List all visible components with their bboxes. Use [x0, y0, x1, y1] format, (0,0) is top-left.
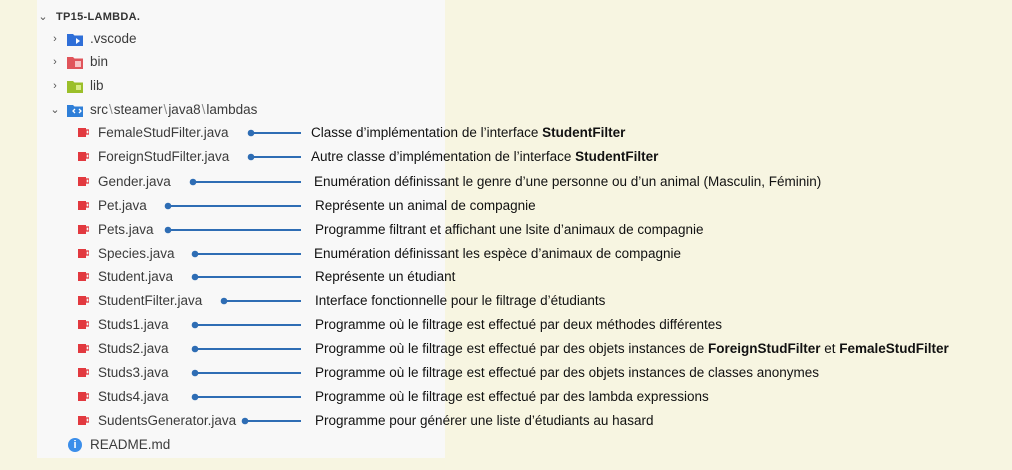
- file-label: Pet.java: [98, 198, 147, 213]
- file-label: Pets.java: [98, 222, 154, 237]
- annotation-text: [314, 173, 821, 191]
- annotation-plain: Programme pour générer une liste d’étudiants au hasard: [315, 413, 654, 428]
- file-label: Studs2.java: [98, 341, 169, 356]
- annotation-text: [315, 221, 703, 239]
- path-segment: steamer: [113, 102, 163, 117]
- file-label: Studs3.java: [98, 365, 169, 380]
- annotation-plain: Représente un étudiant: [315, 269, 456, 284]
- info-icon: i: [68, 438, 82, 452]
- annotation-bold: StudentFilter: [575, 149, 659, 164]
- annotation-bold: StudentFilter: [542, 125, 626, 140]
- annotation-plain: Programme où le filtrage est effectué par des lambda expressions: [315, 389, 709, 404]
- file-label: ForeignStudFilter.java: [98, 149, 230, 164]
- path-segment: src: [90, 102, 108, 117]
- file-label: Student.java: [98, 269, 174, 284]
- annotation-plain: Enumération définissant les espèce d’animaux de compagnie: [314, 246, 681, 261]
- annotation-plain: Programme filtrant et affichant une lsite d’animaux de compagnie: [315, 222, 704, 237]
- annotation-plain: Autre classe d’implémentation de l’interface: [311, 149, 576, 164]
- file-label: Species.java: [98, 246, 175, 261]
- annotation-plain: Classe d’implémentation de l’interface: [311, 125, 543, 140]
- file-label: StudentFilter.java: [98, 293, 203, 308]
- folder-label: lib: [90, 78, 104, 93]
- folder-label: .vscode: [90, 31, 137, 46]
- chevron-down-icon[interactable]: ⌄: [38, 11, 48, 23]
- annotation-plain: et: [820, 341, 840, 356]
- annotation-text: [311, 124, 625, 142]
- path-separator: \: [201, 102, 206, 117]
- path-segment: lambdas: [206, 102, 258, 117]
- annotation-text: [315, 412, 653, 430]
- chevron-right-icon[interactable]: ›: [53, 56, 57, 68]
- path-segment: java8: [168, 102, 201, 117]
- chevron-down-icon[interactable]: ⌄: [50, 104, 60, 116]
- path-separator: \: [163, 102, 168, 117]
- annotation-text: [315, 292, 605, 310]
- file-label: SudentsGenerator.java: [98, 413, 237, 428]
- annotation-bold: ForeignStudFilter: [707, 341, 821, 356]
- annotation-text: [314, 245, 681, 263]
- annotation-bold: FemaleStudFilter: [839, 341, 949, 356]
- annotation-text: [315, 388, 709, 406]
- annotation-plain: Programme où le filtrage est effectué par deux méthodes différentes: [315, 317, 722, 332]
- annotation-plain: Interface fonctionnelle pour le filtrage d’étudiants: [315, 293, 606, 308]
- annotation-plain: Représente un animal de compagnie: [315, 198, 536, 213]
- file-label: README.md: [90, 437, 171, 452]
- annotation-plain: Enumération définissant le genre d’une personne ou d’un animal (Masculin, Féminin): [314, 174, 822, 189]
- annotation-text: [311, 148, 658, 166]
- annotation-text: [315, 316, 722, 334]
- root-folder-label: TP15-LAMBDA.: [56, 11, 141, 23]
- folder-label: bin: [90, 54, 109, 69]
- file-label: Studs1.java: [98, 317, 169, 332]
- chevron-right-icon[interactable]: ›: [53, 33, 57, 45]
- file-label: Studs4.java: [98, 389, 169, 404]
- annotation-text: [315, 364, 819, 382]
- chevron-right-icon[interactable]: ›: [53, 80, 57, 92]
- annotation-plain: Programme où le filtrage est effectué par des objets instances de classes anonymes: [315, 365, 820, 380]
- path-separator: \: [109, 102, 113, 117]
- file-label: FemaleStudFilter.java: [98, 125, 229, 140]
- annotation-text: [315, 340, 949, 358]
- annotation-plain: Programme où le filtrage est effectué par des objets instances de: [315, 341, 708, 356]
- annotation-text: [315, 268, 455, 286]
- file-label: Gender.java: [98, 174, 171, 189]
- annotation-text: [315, 197, 536, 215]
